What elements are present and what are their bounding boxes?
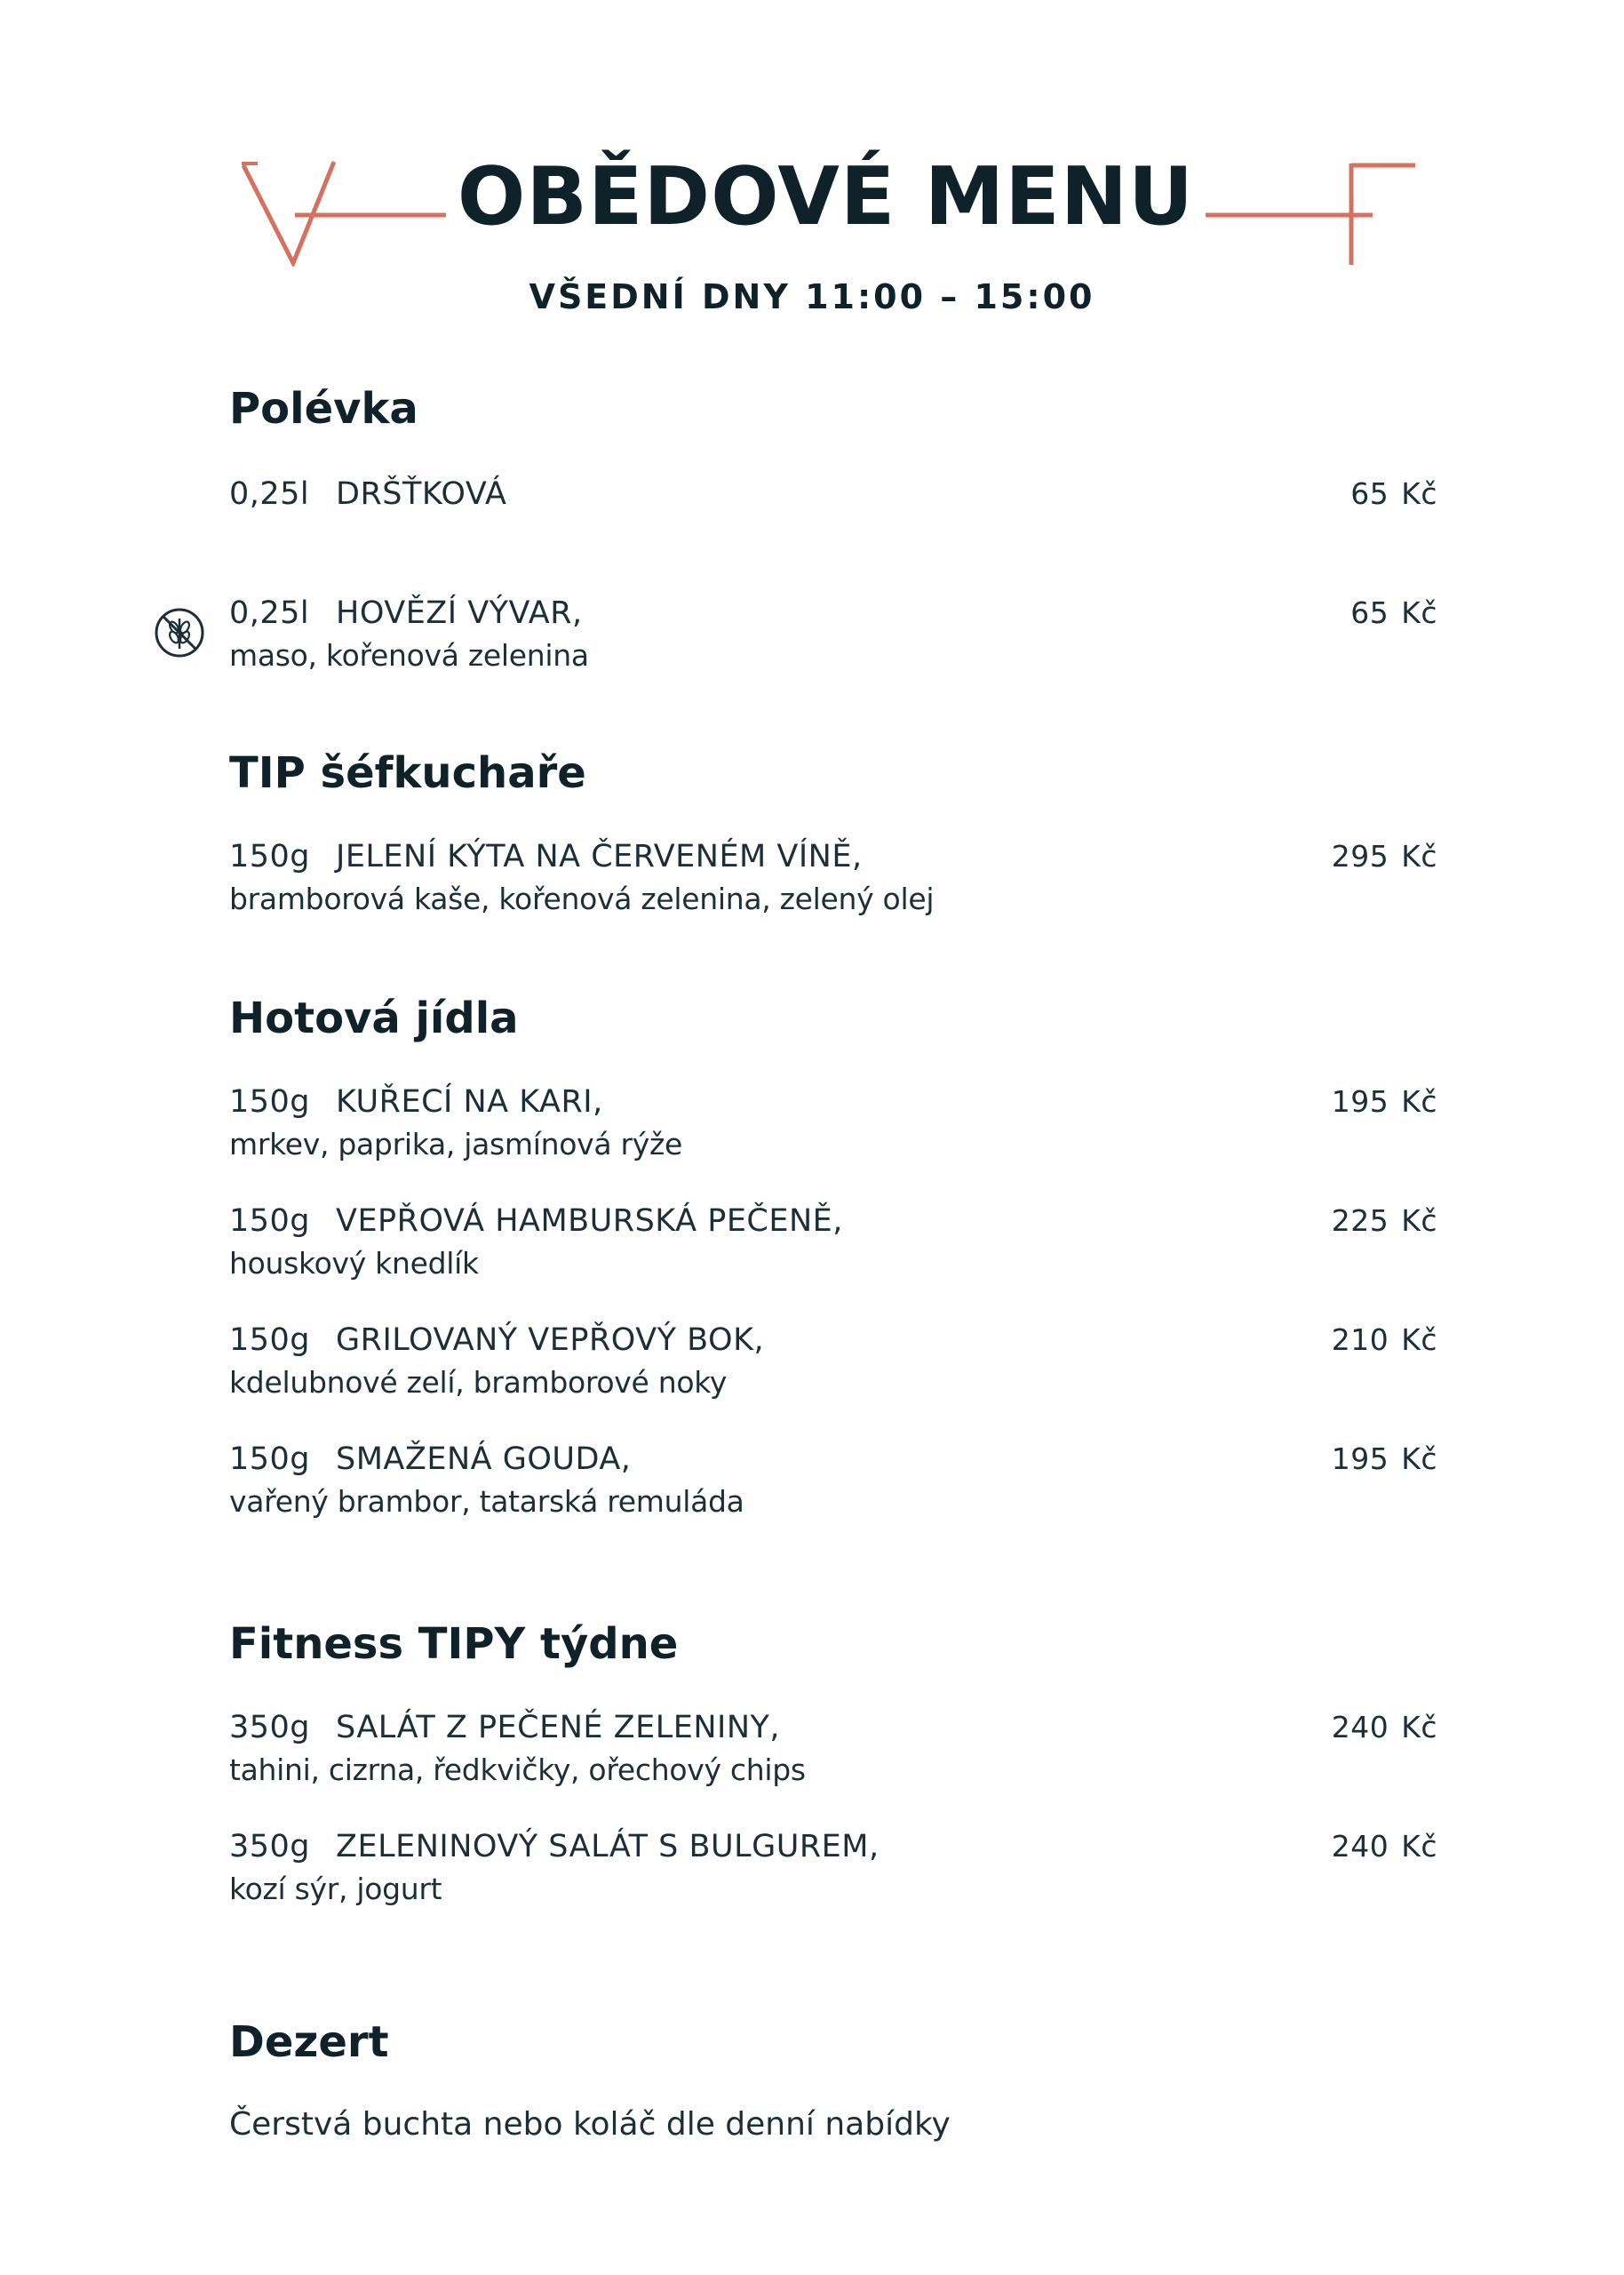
item-quantity: 150g <box>229 1322 311 1358</box>
item-price: 195 Kč <box>1331 1441 1437 1476</box>
dessert-text: Čerstvá buchta nebo koláč dle denní nabídky <box>229 2106 951 2143</box>
item-quantity: 350g <box>229 1710 311 1745</box>
item-quantity: 350g <box>229 1829 311 1864</box>
gluten-free-icon <box>153 606 206 659</box>
section-title-soup: Polévka <box>229 384 418 434</box>
item-description: kdelubnové zelí, bramborové noky <box>229 1365 728 1400</box>
item-name: DRŠŤKOVÁ <box>336 476 507 512</box>
item-name: JELENÍ KÝTA NA ČERVENÉM VÍNĚ, <box>336 839 863 874</box>
logo-v-mark <box>242 158 448 267</box>
menu-item <box>229 1203 1437 1281</box>
page-title: OBĚDOVÉ MENU <box>457 150 1195 243</box>
logo-f-mark <box>1204 158 1417 267</box>
item-price: 195 Kč <box>1331 1084 1437 1119</box>
menu-item <box>229 1710 1437 1787</box>
item-price: 65 Kč <box>1350 476 1437 511</box>
menu-item <box>229 1084 1437 1161</box>
item-description: houskový knedlík <box>229 1246 479 1281</box>
logo-f-icon <box>1204 158 1417 267</box>
item-name: KUŘECÍ NA KARI, <box>336 1084 603 1120</box>
item-name: GRILOVANÝ VEPŘOVÝ BOK, <box>336 1322 765 1358</box>
logo-v-icon <box>242 158 448 267</box>
item-name: VEPŘOVÁ HAMBURSKÁ PEČENĚ, <box>336 1203 843 1239</box>
item-description: bramborová kaše, kořenová zelenina, zelený olej <box>229 882 935 916</box>
item-price: 65 Kč <box>1350 595 1437 630</box>
menu-item <box>229 595 1437 673</box>
item-quantity: 150g <box>229 839 311 874</box>
item-description: kozí sýr, jogurt <box>229 1872 442 1906</box>
item-name: ZELENINOVÝ SALÁT S BULGUREM, <box>336 1829 880 1864</box>
menu-item <box>229 1322 1437 1400</box>
item-quantity: 150g <box>229 1084 311 1120</box>
item-name: SMAŽENÁ GOUDA, <box>336 1441 632 1477</box>
menu-item <box>229 1441 1437 1519</box>
menu-item <box>229 839 1437 916</box>
section-title-chef-tip: TIP šéfkuchaře <box>229 748 586 798</box>
item-price: 240 Kč <box>1331 1829 1437 1864</box>
item-price: 210 Kč <box>1331 1322 1437 1357</box>
opening-hours: VŠEDNÍ DNY 11:00 – 15:00 <box>529 277 1095 316</box>
item-description: tahini, cizrna, ředkvičky, ořechový chips <box>229 1752 806 1787</box>
section-title-dessert: Dezert <box>229 2017 389 2067</box>
item-description: mrkev, paprika, jasmínová rýže <box>229 1127 683 1161</box>
item-quantity: 0,25l <box>229 476 310 512</box>
item-description: maso, kořenová zelenina <box>229 638 589 673</box>
item-name: HOVĚZÍ VÝVAR, <box>336 595 583 631</box>
section-title-fitness: Fitness TIPY týdne <box>229 1619 679 1669</box>
menu-item <box>229 476 1437 512</box>
item-price: 295 Kč <box>1331 839 1437 874</box>
item-name: SALÁT Z PEČENÉ ZELENINY, <box>336 1710 781 1745</box>
item-quantity: 150g <box>229 1203 311 1239</box>
item-quantity: 0,25l <box>229 595 310 631</box>
item-price: 225 Kč <box>1331 1203 1437 1238</box>
item-quantity: 150g <box>229 1441 311 1477</box>
item-description: vařený brambor, tatarská remuláda <box>229 1484 744 1519</box>
section-title-ready-meals: Hotová jídla <box>229 994 519 1043</box>
menu-item <box>229 1829 1437 1906</box>
item-price: 240 Kč <box>1331 1710 1437 1744</box>
